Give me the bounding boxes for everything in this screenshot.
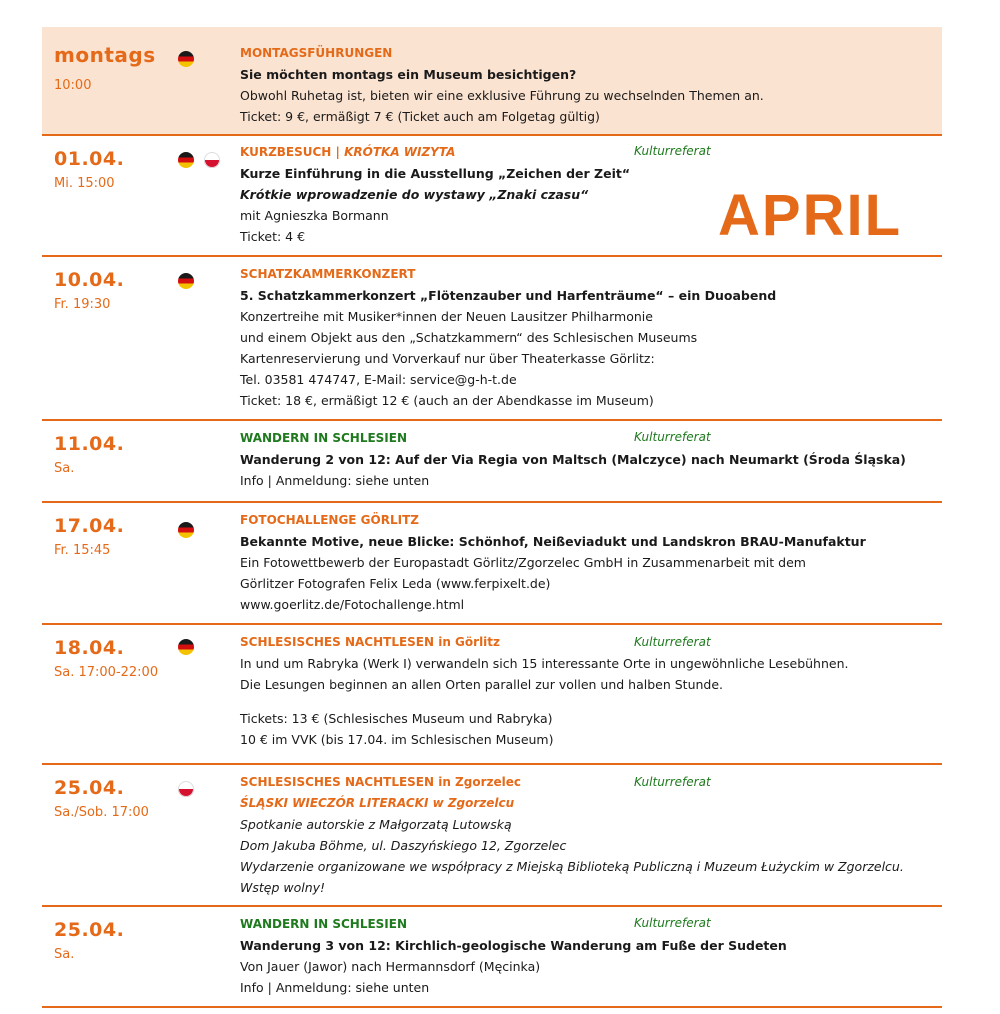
event-time: Sa. 17:00-22:00 <box>54 665 159 680</box>
event-category: MONTAGSFÜHRUNGEN <box>240 46 393 60</box>
event-line: 10 € im VVK (bis 17.04. im Schlesischen Museum) <box>240 732 554 747</box>
event-line: Die Lesungen beginnen an allen Orten parallel zur vollen und halben Stunde. <box>240 677 724 692</box>
organizer-tag: Kulturreferat <box>634 916 711 930</box>
event-date: 10.04. <box>54 269 125 291</box>
german-flag-icon <box>178 522 194 538</box>
event-line: Dom Jakuba Böhme, ul. Daszyńskiego 12, Zgorzelec <box>240 838 567 853</box>
event-line: Wanderung 2 von 12: Auf der Via Regia von Maltsch (Malczyce) nach Neumarkt (Środa Śląska) <box>240 452 906 467</box>
organizer-tag: Kulturreferat <box>634 635 711 649</box>
event-line: In und um Rabryka (Werk I) verwandeln sich 15 interessante Orte in ungewöhnliche Lesebühnen. <box>240 656 849 671</box>
language-flags <box>178 152 220 168</box>
event-date: 25.04. <box>54 919 125 941</box>
event-category: WANDERN IN SCHLESIEN <box>240 917 408 931</box>
event-line: Spotkanie autorskie z Małgorzatą Lutowską <box>240 817 512 832</box>
event-category: WANDERN IN SCHLESIEN <box>240 431 408 445</box>
language-flags <box>178 273 194 289</box>
category-pl: KRÓTKA WIZYTA <box>344 145 456 159</box>
event-1004 <box>42 257 942 419</box>
event-1104 <box>42 421 942 501</box>
event-category: SCHLESISCHES NACHTLESEN in Görlitz <box>240 635 501 649</box>
language-flags <box>178 781 194 797</box>
event-category <box>240 142 940 163</box>
polish-flag-icon <box>204 152 220 168</box>
organizer-tag: Kulturreferat <box>634 775 711 789</box>
event-time: Sa./Sob. 17:00 <box>54 805 149 820</box>
organizer-tag: Kulturreferat <box>634 144 711 158</box>
event-line: und einem Objekt aus den „Schatzkammern“ des Schlesischen Museums <box>240 330 698 345</box>
event-time: Sa. <box>54 947 75 962</box>
category-de: KURZBESUCH | <box>240 145 345 159</box>
event-1804 <box>42 625 942 763</box>
language-flags <box>178 639 194 655</box>
event-line: Obwohl Ruhetag ist, bieten wir eine exklusive Führung zu wechselnden Themen an. <box>240 88 764 103</box>
event-1704 <box>42 503 942 623</box>
event-date: 01.04. <box>54 148 125 170</box>
event-category: SCHATZKAMMERKONZERT <box>240 267 416 281</box>
event-line: Info | Anmeldung: siehe unten <box>240 980 430 995</box>
german-flag-icon <box>178 639 194 655</box>
event-category: FOTOCHALLENGE GÖRLITZ <box>240 513 419 527</box>
event-line: Ein Fotowettbewerb der Europastadt Görlitz/Zgorzelec GmbH in Zusammenarbeit mit dem <box>240 555 806 570</box>
event-line: Info | Anmeldung: siehe unten <box>240 473 430 488</box>
event-line: Tel. 03581 474747, E-Mail: service@g-h-t.de <box>240 372 517 387</box>
event-line: Kartenreservierung und Vorverkauf nur über Theaterkasse Görlitz: <box>240 351 655 366</box>
event-category: SCHLESISCHES NACHTLESEN in Zgorzelec <box>240 775 521 789</box>
language-flags <box>178 522 194 538</box>
event-line: Ticket: 4 € <box>240 229 306 244</box>
event-time: Fr. 15:45 <box>54 543 111 558</box>
event-line: Konzertreihe mit Musiker*innen der Neuen Lausitzer Philharmonie <box>240 309 653 324</box>
event-2504-wandern <box>42 907 942 1007</box>
event-line: Krótkie wprowadzenie do wystawy „Znaki czasu“ <box>240 187 589 202</box>
event-line: 5. Schatzkammerkonzert „Flötenzauber und Harfenträume“ – ein Duoabend <box>240 288 777 303</box>
event-time: Fr. 19:30 <box>54 297 111 312</box>
event-line: www.goerlitz.de/Fotochallenge.html <box>240 597 465 612</box>
event-line: Kurze Einführung in die Ausstellung „Zeichen der Zeit“ <box>240 166 631 181</box>
event-date: 18.04. <box>54 637 125 659</box>
event-date: 11.04. <box>54 433 125 455</box>
polish-flag-icon <box>178 781 194 797</box>
event-date: montags <box>54 43 156 67</box>
german-flag-icon <box>178 51 194 67</box>
event-time: Mi. 15:00 <box>54 176 115 191</box>
month-title: APRIL <box>718 183 902 248</box>
event-line: Ticket: 9 €, ermäßigt 7 € (Ticket auch am Folgetag gültig) <box>240 109 600 124</box>
event-line: Sie möchten montags ein Museum besichtigen? <box>240 67 577 82</box>
event-line: Wstęp wolny! <box>240 880 326 895</box>
event-line: Wydarzenie organizowane we współpracy z Miejską Biblioteką Publiczną i Muzeum Łużyckim w Zgorzelcu. <box>240 859 904 874</box>
event-line: Bekannte Motive, neue Blicke: Schönhof, Neißeviadukt und Landskron BRAU-Manufaktur <box>240 534 866 549</box>
event-category-pl: ŚLĄSKI WIECZÓR LITERACKI w Zgorzelcu <box>240 796 515 810</box>
german-flag-icon <box>178 152 194 168</box>
divider <box>42 1006 942 1008</box>
organizer-tag: Kulturreferat <box>634 430 711 444</box>
event-date: 25.04. <box>54 777 125 799</box>
german-flag-icon <box>178 273 194 289</box>
event-line: Von Jauer (Jawor) nach Hermannsdorf (Męcinka) <box>240 959 541 974</box>
language-flags <box>178 51 194 67</box>
event-date: 17.04. <box>54 515 125 537</box>
event-montags <box>42 27 942 134</box>
event-line: Tickets: 13 € (Schlesisches Museum und Rabryka) <box>240 711 553 726</box>
event-line: mit Agnieszka Bormann <box>240 208 389 223</box>
event-0104 <box>42 136 942 254</box>
event-2504-zgorzelec <box>42 765 942 905</box>
event-line: Wanderung 3 von 12: Kirchlich-geologische Wanderung am Fuße der Sudeten <box>240 938 787 953</box>
event-time: 10:00 <box>54 78 92 93</box>
event-line: Görlitzer Fotografen Felix Leda (www.ferpixelt.de) <box>240 576 551 591</box>
event-time: Sa. <box>54 461 75 476</box>
event-line: Ticket: 18 €, ermäßigt 12 € (auch an der Abendkasse im Museum) <box>240 393 654 408</box>
